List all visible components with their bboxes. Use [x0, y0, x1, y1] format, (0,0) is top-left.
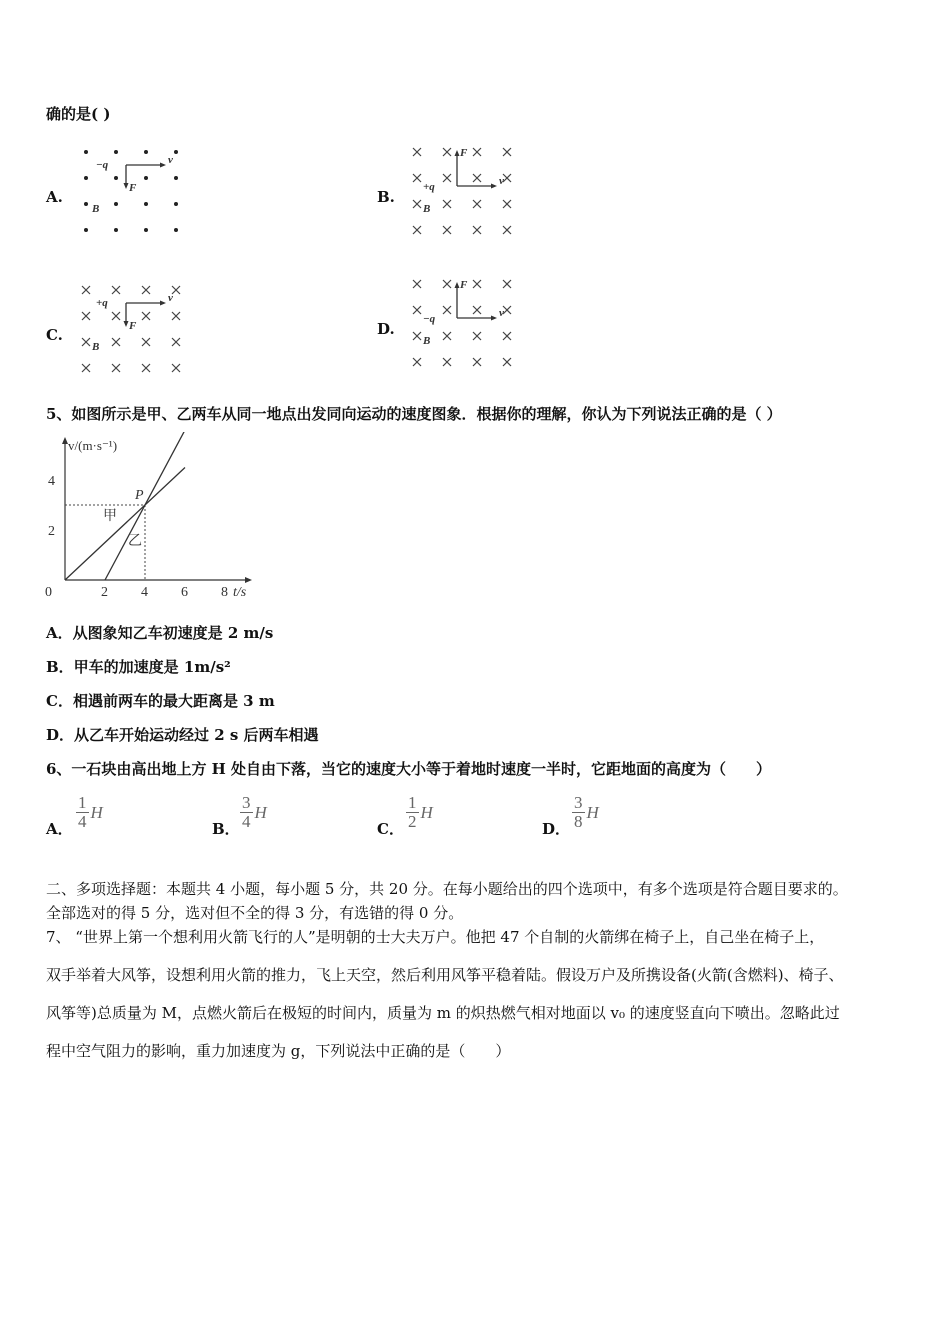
velocity-label: v: [499, 307, 504, 319]
q6-stem: 6、一石块由高出地上方 H 处自由下落，当它的速度大小等于着地时速度一半时，它距地面的高度为（ ）: [46, 760, 772, 778]
arrowhead-icon: [491, 184, 497, 189]
field-cross-icon: [82, 364, 90, 372]
field-cross-icon: [443, 332, 451, 340]
variable: H: [420, 802, 433, 822]
field-label: B: [92, 341, 100, 353]
field-dot-icon: [114, 202, 118, 206]
field-dot-icon: [84, 228, 88, 232]
arrowhead-icon: [124, 321, 129, 327]
y-axis-label: v/(m·s⁻¹): [68, 438, 118, 453]
q7-line-4: 程中空气阻力的影响，重力加速度为 g，下列说法中正确的是（ ）: [46, 1042, 511, 1060]
field-cross-icon: [413, 280, 421, 288]
force-label: F: [129, 320, 137, 332]
force-label: F: [460, 279, 468, 291]
series-label-jia: 甲: [103, 509, 117, 524]
x-tick-label: 4: [141, 585, 148, 600]
x-axis-label: t/s: [233, 585, 247, 600]
q4-option-d-label: D.: [377, 320, 395, 338]
q4-option-c-label: C.: [46, 326, 63, 344]
field-cross-icon: [443, 148, 451, 156]
field-dot-icon: [114, 150, 118, 154]
q5-option-c: C．相遇前两车的最大距离是 3 m: [46, 692, 275, 710]
field-cross-icon: [503, 200, 511, 208]
denominator: 2: [408, 812, 417, 831]
arrowhead-icon: [160, 301, 166, 306]
velocity-label: v: [168, 292, 173, 304]
variable: H: [586, 802, 599, 822]
arrowhead-icon: [124, 183, 129, 189]
field-cross-icon: [82, 286, 90, 294]
field-cross-icon: [473, 306, 481, 314]
field-cross-icon: [142, 286, 150, 294]
force-label: F: [129, 182, 137, 194]
field-cross-icon: [142, 338, 150, 346]
field-cross-icon: [142, 312, 150, 320]
charge-label: −q: [96, 159, 109, 171]
arrowhead-icon: [491, 316, 497, 321]
charge-label: +q: [423, 181, 435, 193]
field-cross-icon: [503, 280, 511, 288]
field-cross-icon: [443, 358, 451, 366]
charge-label: +q: [96, 297, 108, 309]
field-dot-icon: [174, 150, 178, 154]
velocity-time-chart: [40, 432, 260, 604]
field-label: B: [423, 203, 431, 215]
velocity-label: v: [168, 154, 173, 166]
field-cross-icon: [473, 200, 481, 208]
q6-option-d-label: D．: [542, 820, 571, 838]
field-cross-icon: [413, 332, 421, 340]
denominator: 4: [242, 812, 251, 831]
field-cross-icon: [473, 280, 481, 288]
field-cross-icon: [82, 338, 90, 346]
field-dot-icon: [84, 150, 88, 154]
field-cross-icon: [473, 226, 481, 234]
field-dot-icon: [144, 150, 148, 154]
field-cross-icon: [443, 174, 451, 182]
field-cross-icon: [443, 306, 451, 314]
field-cross-icon: [413, 358, 421, 366]
q6-option-a-value: [76, 794, 103, 831]
section2-heading-line2: 全部选对的得 5 分，选对但不全的得 3 分，有选错的得 0 分。: [46, 904, 464, 922]
numerator: 3: [574, 793, 583, 812]
field-cross-icon: [473, 174, 481, 182]
field-cross-icon: [172, 364, 180, 372]
field-cross-icon: [172, 338, 180, 346]
field-cross-icon: [443, 280, 451, 288]
q6-option-b-label: B．: [212, 820, 240, 838]
field-label: B: [92, 203, 100, 215]
point-p-label: P: [135, 488, 144, 503]
q5-stem: 5、如图所示是甲、乙两车从同一地点出发同向运动的速度图象．根据你的理解，你认为下列说法正确的是（ ）: [46, 405, 782, 423]
variable: H: [254, 802, 267, 822]
q4-option-a-diagram: [74, 140, 204, 240]
q6-option-a-label: A．: [46, 820, 73, 838]
numerator: 1: [78, 793, 87, 812]
field-dot-icon: [84, 176, 88, 180]
field-cross-icon: [473, 332, 481, 340]
denominator: 4: [78, 812, 87, 831]
field-dot-icon: [174, 176, 178, 180]
field-cross-icon: [413, 200, 421, 208]
field-dot-icon: [84, 202, 88, 206]
q4-stem-tail: 确的是( ): [46, 105, 111, 123]
series-label-yi: 乙: [128, 534, 142, 549]
field-cross-icon: [172, 286, 180, 294]
field-cross-icon: [112, 286, 120, 294]
field-cross-icon: [443, 200, 451, 208]
q5-option-a: A．从图象知乙车初速度是 2 m/s: [46, 624, 274, 642]
x-tick-label: 6: [181, 585, 188, 600]
field-cross-icon: [503, 226, 511, 234]
field-dot-icon: [144, 176, 148, 180]
q4-option-d-diagram: [405, 272, 535, 372]
variable: H: [90, 802, 103, 822]
field-label: B: [423, 335, 431, 347]
q4-option-b-label: B.: [377, 188, 395, 206]
y-tick-label: 4: [48, 474, 55, 489]
q6-option-b-value: [240, 794, 267, 831]
q6-option-d-value: [572, 794, 599, 831]
field-dot-icon: [144, 202, 148, 206]
field-cross-icon: [112, 312, 120, 320]
field-cross-icon: [473, 358, 481, 366]
q6-option-c-label: C．: [377, 820, 404, 838]
field-dot-icon: [174, 202, 178, 206]
field-cross-icon: [413, 226, 421, 234]
x-tick-label: 8: [221, 585, 228, 600]
q4-option-a-label: A.: [46, 188, 63, 206]
x-tick-label: 0: [45, 585, 52, 600]
field-dot-icon: [174, 228, 178, 232]
x-axis-arrow-icon: [245, 577, 252, 583]
field-cross-icon: [503, 174, 511, 182]
numerator: 3: [242, 793, 251, 812]
q5-option-b: B．甲车的加速度是 1m/s²: [46, 658, 231, 676]
field-cross-icon: [172, 312, 180, 320]
field-cross-icon: [112, 364, 120, 372]
field-cross-icon: [413, 174, 421, 182]
q7-line-3: 风筝等)总质量为 M，点燃火箭后在极短的时间内，质量为 m 的炽热燃气相对地面以 v₀ 的速度竖直向下喷出。忽略此过: [46, 1004, 840, 1022]
field-cross-icon: [473, 148, 481, 156]
field-dot-icon: [114, 176, 118, 180]
field-cross-icon: [413, 306, 421, 314]
field-dot-icon: [114, 228, 118, 232]
q6-option-c-value: [406, 794, 433, 831]
field-cross-icon: [413, 148, 421, 156]
field-cross-icon: [503, 148, 511, 156]
field-cross-icon: [503, 306, 511, 314]
field-cross-icon: [443, 226, 451, 234]
numerator: 1: [408, 793, 417, 812]
charge-label: −q: [423, 313, 436, 325]
x-tick-label: 2: [101, 585, 108, 600]
q5-option-d: D．从乙车开始运动经过 2 s 后两车相遇: [46, 726, 319, 744]
q4-option-b-diagram: [405, 140, 535, 240]
q7-line-2: 双手举着大风筝，设想利用火箭的推力，飞上天空，然后利用风筝平稳着陆。假设万户及所携设备(火箭(含燃料)、椅子、: [46, 966, 844, 984]
field-cross-icon: [112, 338, 120, 346]
y-tick-label: 2: [48, 524, 55, 539]
field-dot-icon: [144, 228, 148, 232]
q4-option-c-diagram: [74, 278, 204, 378]
series-line-0: [65, 468, 185, 581]
denominator: 8: [574, 812, 583, 831]
field-cross-icon: [82, 312, 90, 320]
field-cross-icon: [503, 332, 511, 340]
field-cross-icon: [503, 358, 511, 366]
q7-line-1: 7、 “世界上第一个想利用火箭飞行的人”是明朝的士大夫万户。他把 47 个自制的火箭绑在椅子上，自己坐在椅子上，: [46, 928, 825, 946]
arrowhead-icon: [455, 150, 460, 156]
force-label: F: [460, 147, 468, 159]
arrowhead-icon: [455, 282, 460, 288]
field-cross-icon: [142, 364, 150, 372]
velocity-label: v: [499, 175, 504, 187]
arrowhead-icon: [160, 163, 166, 168]
section2-heading-line1: 二、多项选择题：本题共 4 小题，每小题 5 分，共 20 分。在每小题给出的四个选项中，有多个选项是符合题目要求的。: [46, 880, 848, 898]
